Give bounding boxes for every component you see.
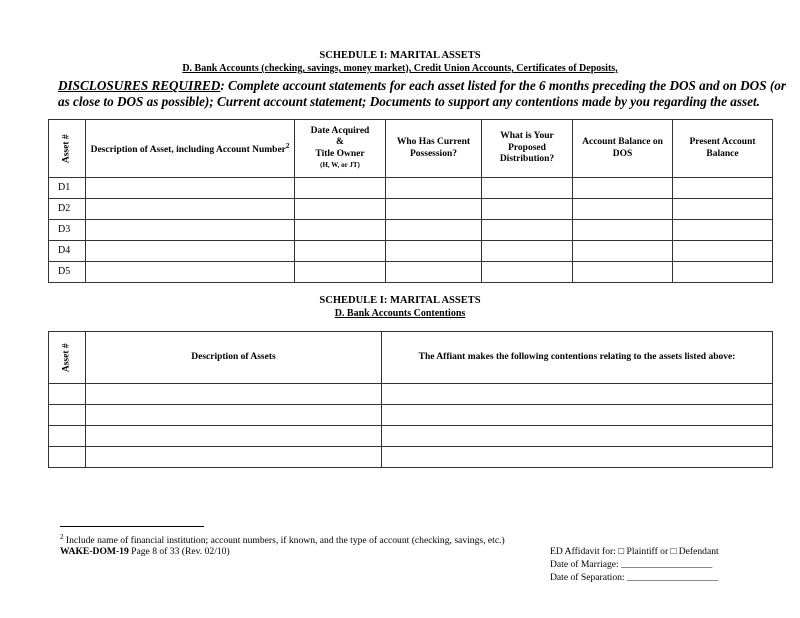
table-cell[interactable] [382, 447, 773, 468]
table-header-row [49, 120, 773, 178]
date-of-separation: Date of Separation: ___________________ [550, 572, 719, 583]
col-balance-dos: Account Balance on DOS [573, 120, 673, 178]
col-asset-number: Asset # [49, 120, 86, 178]
table-row [49, 405, 773, 426]
table-row [49, 262, 773, 283]
table-row [49, 447, 773, 468]
table-cell[interactable] [482, 220, 573, 241]
table-cell[interactable] [386, 220, 482, 241]
table-cell[interactable] [49, 384, 86, 405]
table-cell[interactable] [295, 262, 386, 283]
table-cell[interactable] [86, 220, 295, 241]
table-cell[interactable] [86, 384, 382, 405]
table-cell[interactable] [482, 199, 573, 220]
disclosures-text [58, 78, 788, 110]
table-row [49, 384, 773, 405]
table-cell[interactable] [386, 178, 482, 199]
table-cell[interactable] [295, 220, 386, 241]
date-of-marriage: Date of Marriage: ___________________ [550, 559, 713, 570]
asset-id: D4 [49, 241, 86, 262]
table-cell[interactable] [482, 178, 573, 199]
table-cell[interactable] [573, 241, 673, 262]
col-asset-number: Asset # [49, 332, 86, 384]
table-cell[interactable] [295, 241, 386, 262]
table-cell[interactable] [382, 426, 773, 447]
table-row [49, 178, 773, 199]
footnote: $^2$ Include name of financial institution; account numbers, if known, and the type of account (checking, savings, etc.) [60, 533, 505, 547]
asset-id: D2 [49, 199, 86, 220]
col-description: Description of Asset, including Account Number$^2$ [86, 120, 295, 178]
table-row [49, 220, 773, 241]
col-present-balance: Present Account Balance [673, 120, 773, 178]
table-cell[interactable] [573, 220, 673, 241]
table-cell[interactable] [49, 447, 86, 468]
table-cell[interactable] [295, 199, 386, 220]
table-cell[interactable] [673, 199, 773, 220]
form-id: WAKE-DOM-19 Page 8 of 33 (Rev. 02/10) [60, 546, 230, 557]
contentions-subtitle: D. Bank Accounts Contentions [334, 308, 466, 319]
table-cell[interactable] [86, 426, 382, 447]
table-cell[interactable] [673, 241, 773, 262]
table-cell[interactable] [295, 178, 386, 199]
table-cell[interactable] [386, 241, 482, 262]
table-cell[interactable] [673, 220, 773, 241]
asset-id: D5 [49, 262, 86, 283]
col-description: Description of Assets [86, 332, 382, 384]
affidavit-for: ED Affidavit for: □ Plaintiff or □ Defendant [550, 546, 719, 557]
table-cell[interactable] [386, 262, 482, 283]
table-cell[interactable] [673, 178, 773, 199]
table-header-row [49, 332, 773, 384]
table-cell[interactable] [49, 405, 86, 426]
disclosures-body: : Complete account statements for each asset listed for the 6 months preceding the DOS and on DOS (or as close to DOS as possible); Current account statement; Documents to support any contentions made by you regarding the asset. [58, 78, 786, 109]
table-cell[interactable] [86, 178, 295, 199]
schedule-subtitle: D. Bank Accounts (checking, savings, money market), Credit Union Accounts, Certificates of Deposits, [182, 63, 618, 74]
table-row [49, 426, 773, 447]
table-cell[interactable] [573, 199, 673, 220]
contentions-table [48, 331, 773, 468]
table-cell[interactable] [86, 262, 295, 283]
col-possession: Who Has Current Possession? [386, 120, 482, 178]
table-cell[interactable] [86, 405, 382, 426]
table-cell[interactable] [673, 262, 773, 283]
table-cell[interactable] [573, 262, 673, 283]
disclosures-label: DISCLOSURES REQUIRED [58, 78, 221, 93]
col-date-acquired: Date Acquired & Title Owner (H, W, or JT) [295, 120, 386, 178]
schedule-title: SCHEDULE I: MARITAL ASSETS [319, 50, 481, 61]
contentions-title: SCHEDULE I: MARITAL ASSETS [319, 295, 481, 306]
table-cell[interactable] [482, 262, 573, 283]
col-distribution: What is Your Proposed Distribution? [482, 120, 573, 178]
assets-table [48, 119, 773, 283]
table-cell[interactable] [86, 447, 382, 468]
table-row [49, 241, 773, 262]
table-cell[interactable] [49, 426, 86, 447]
asset-id: D1 [49, 178, 86, 199]
table-cell[interactable] [382, 405, 773, 426]
table-cell[interactable] [386, 199, 482, 220]
col-contentions: The Affiant makes the following contentions relating to the assets listed above: [382, 332, 773, 384]
asset-id: D3 [49, 220, 86, 241]
table-cell[interactable] [573, 178, 673, 199]
table-cell[interactable] [86, 241, 295, 262]
table-row [49, 199, 773, 220]
table-cell[interactable] [382, 384, 773, 405]
footnote-divider [60, 526, 204, 527]
table-cell[interactable] [86, 199, 295, 220]
table-cell[interactable] [482, 241, 573, 262]
